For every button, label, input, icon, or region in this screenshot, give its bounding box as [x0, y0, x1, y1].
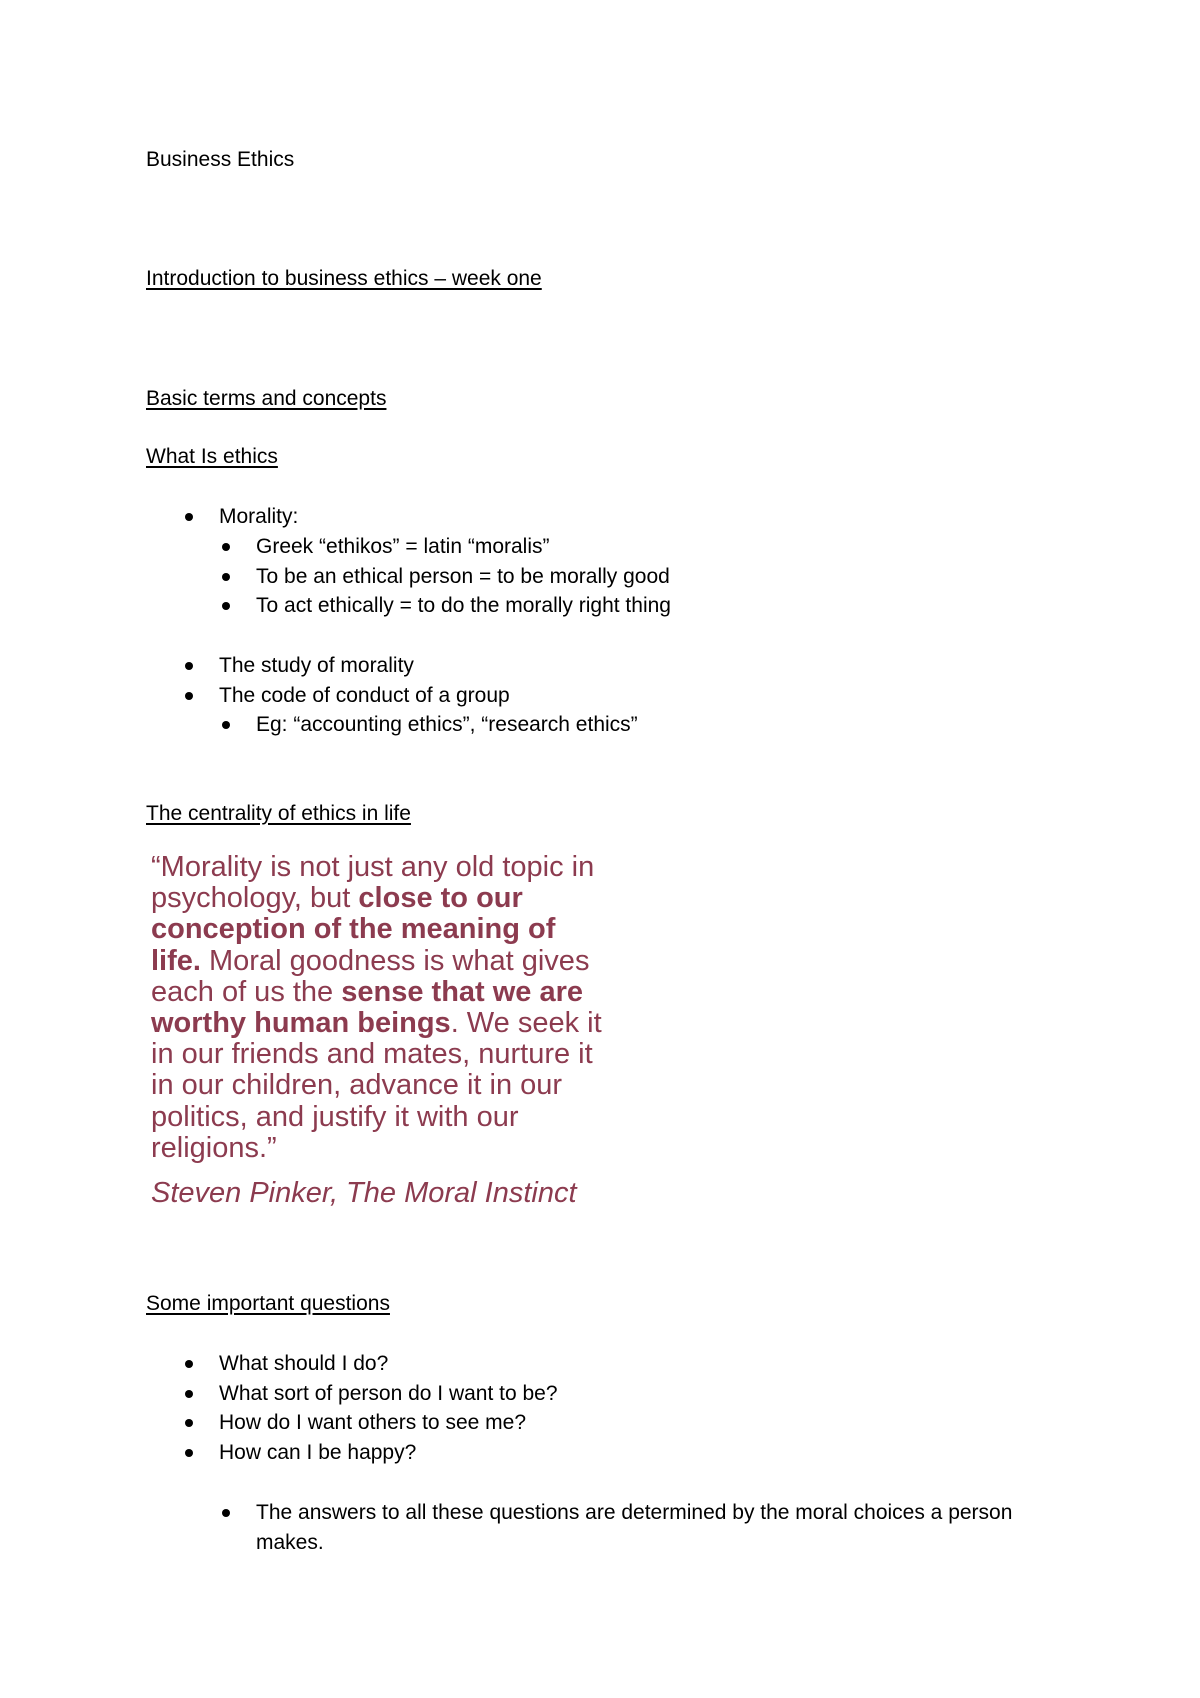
list-item-morality: Morality: [219, 502, 298, 532]
list-item: To be an ethical person = to be morally good [256, 562, 671, 592]
list-item-study: The study of morality [219, 651, 510, 681]
quote-emphasis: close to our conception of the meaning of life. [151, 882, 556, 977]
quote-attribution: Steven Pinker, The Moral Instinct [151, 1177, 577, 1209]
list-item: What sort of person do I want to be? [219, 1379, 558, 1409]
list-item-note: The answers to all these questions are determined by the moral choices a person makes. [256, 1498, 1076, 1557]
heading-centrality: The centrality of ethics in life [146, 802, 411, 825]
questions-list [219, 1349, 558, 1467]
list-item: How do I want others to see me? [219, 1408, 558, 1438]
quote-text: Moral goodness is what gives each of us the [151, 944, 590, 1008]
heading-basic-terms: Basic terms and concepts [146, 387, 387, 410]
list-item: Greek “ethikos” = latin “moralis” [256, 532, 671, 562]
questions-note-list [256, 1498, 1076, 1557]
morality-sublist [256, 532, 671, 621]
heading-introduction: Introduction to business ethics – week one [146, 267, 542, 290]
list-item: What should I do? [219, 1349, 558, 1379]
list-item: To act ethically = to do the morally right thing [256, 591, 671, 621]
quote-text: “Morality is not just any old topic in psychology, but [151, 851, 595, 915]
quote-text: . We seek it in our friends and mates, nurture it in our children, advance it in our politics, and justify it with our religions.” [151, 1007, 602, 1164]
document-title: Business Ethics [146, 148, 295, 171]
list-item: How can I be happy? [219, 1438, 558, 1468]
list-item-code: The code of conduct of a group [219, 681, 510, 711]
list-item: Eg: “accounting ethics”, “research ethics” [256, 710, 638, 740]
quote-emphasis: sense that we are worthy human beings [151, 975, 584, 1040]
code-sublist [256, 710, 638, 740]
heading-questions: Some important questions [146, 1292, 390, 1315]
ethics-list [219, 502, 298, 532]
ethics-list-continued [219, 651, 510, 710]
pinker-quote [151, 852, 611, 1164]
heading-what-is-ethics: What Is ethics [146, 445, 278, 468]
